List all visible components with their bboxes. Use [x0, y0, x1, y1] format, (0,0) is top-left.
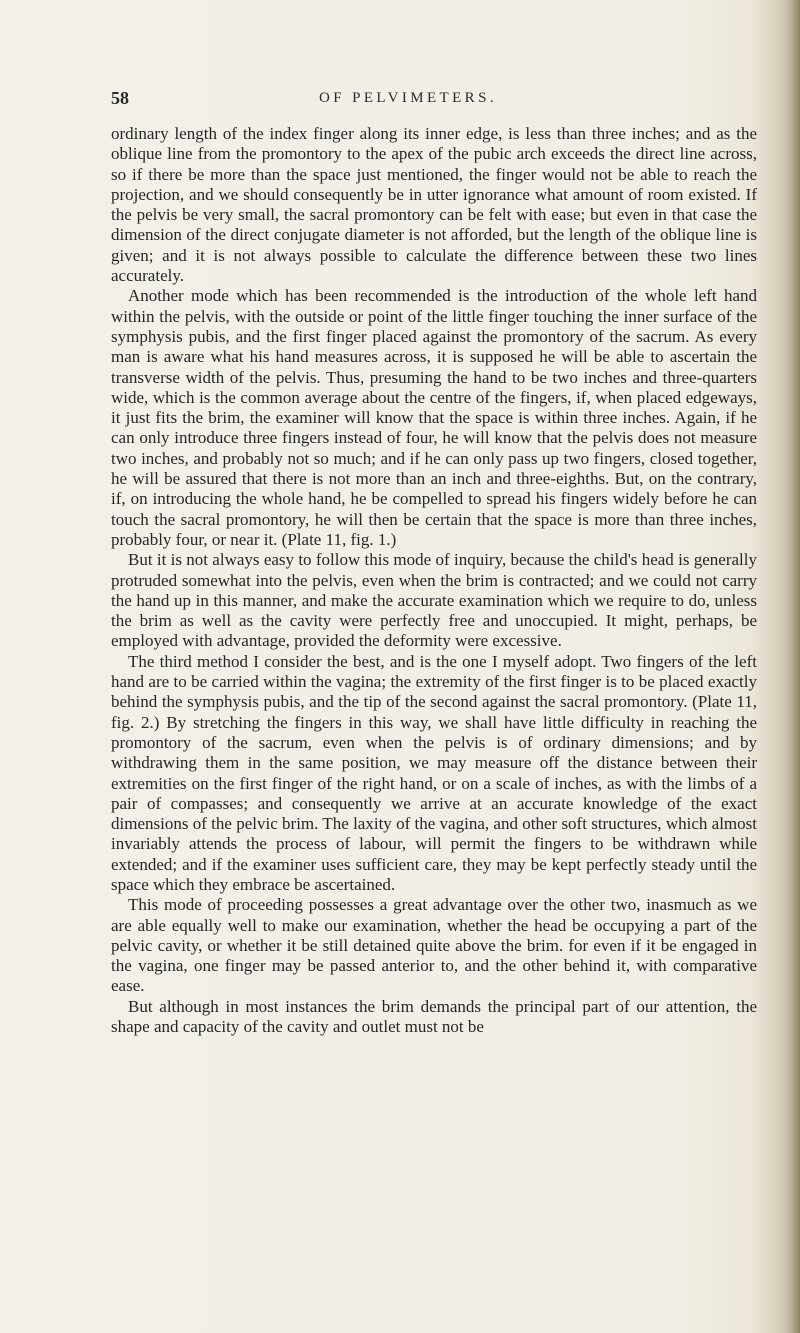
paragraph: But although in most instances the brim demands the principal part of our attention, the shape and capacity of the cavity and outlet must not be: [111, 996, 757, 1037]
page-number: 58: [111, 88, 129, 108]
paragraph: This mode of proceeding possesses a great advantage over the other two, inasmuch as we are able equally well to make our examination, whether the head be occupying a part of the pelvic cavity, or whether it be still detained quite above the brim. for even if it be engaged in the vagina, one finger may be passed anterior to, and the other behind it, with comparative ease.: [111, 895, 757, 996]
paragraph: The third method I consider the best, and is the one I myself adopt. Two fingers of the left hand are to be carried within the vagina; the extremity of the first finger is to be placed exactly behind the symphysis pubis, and the tip of the second against the sacral promontory. (Plate 11, fig. 2.) By stretching the fingers in this way, we shall have little difficulty in reaching the promontory of the sacrum, even when the pelvis is of ordinary dimensions; and by withdrawing them in the same position, we may measure off the distance between their extremities on the first finger of the right hand, or on a scale of inches, as with the limbs of a pair of compasses; and consequently we arrive at an accurate knowledge of the exact dimensions of the pelvic brim. The laxity of the vagina, and other soft structures, which almost invariably attends the process of labour, will permit the fingers to be withdrawn while extended; and if the examiner uses sufficient care, they may be kept perfectly steady until the space which they embrace be ascertained.: [111, 651, 757, 894]
running-head: OF PELVIMETERS.: [319, 90, 497, 106]
page-header: [111, 88, 751, 112]
body-text: [111, 124, 757, 1037]
paragraph: ordinary length of the index finger along its inner edge, is less than three inches; and as the oblique line from the promontory to the apex of the pubic arch exceeds the direct line across, so if there be more than the space just mentioned, the finger would not be able to reach the projection, and we should consequently be in utter ignorance what amount of room existed. If the pelvis be very small, the sacral promontory can be felt with ease; but even in that case the dimension of the direct conjugate diameter is not afforded, but the length of the oblique line is given; and it is not always possible to calculate the difference between these two lines accurately.: [111, 124, 757, 286]
page-edge-shadow: [786, 0, 800, 1333]
paragraph: But it is not always easy to follow this mode of inquiry, because the child's head is generally protruded somewhat into the pelvis, even when the brim is contracted; and we could not carry the hand up in this manner, and make the accurate examination which we require to do, unless the brim as well as the cavity were perfectly free and unoccupied. It might, perhaps, be employed with advantage, provided the deformity were excessive.: [111, 550, 757, 651]
paragraph: Another mode which has been recommended is the introduction of the whole left hand within the pelvis, with the outside or point of the little finger touching the inner surface of the symphysis pubis, and the first finger placed against the promontory of the sacrum. As every man is aware what his hand measures across, it is supposed he will be able to ascertain the transverse width of the pelvis. Thus, presuming the hand to be two inches and three-quarters wide, which is the common average about the centre of the fingers, if, when placed edgeways, it just fits the brim, the examiner will know that the space is within three inches. Again, if he can only introduce three fingers instead of four, he will know that the pelvis does not measure two inches, and probably not so much; and if he can only pass up two fingers, closed together, he will be assured that there is not more than an inch and three-eighths. But, on the contrary, if, on introducing the whole hand, he be compelled to spread his fingers widely before he can touch the sacral promontory, he will then be certain that the space is more than three inches, probably four, or near it. (Plate 11, fig. 1.): [111, 286, 757, 549]
